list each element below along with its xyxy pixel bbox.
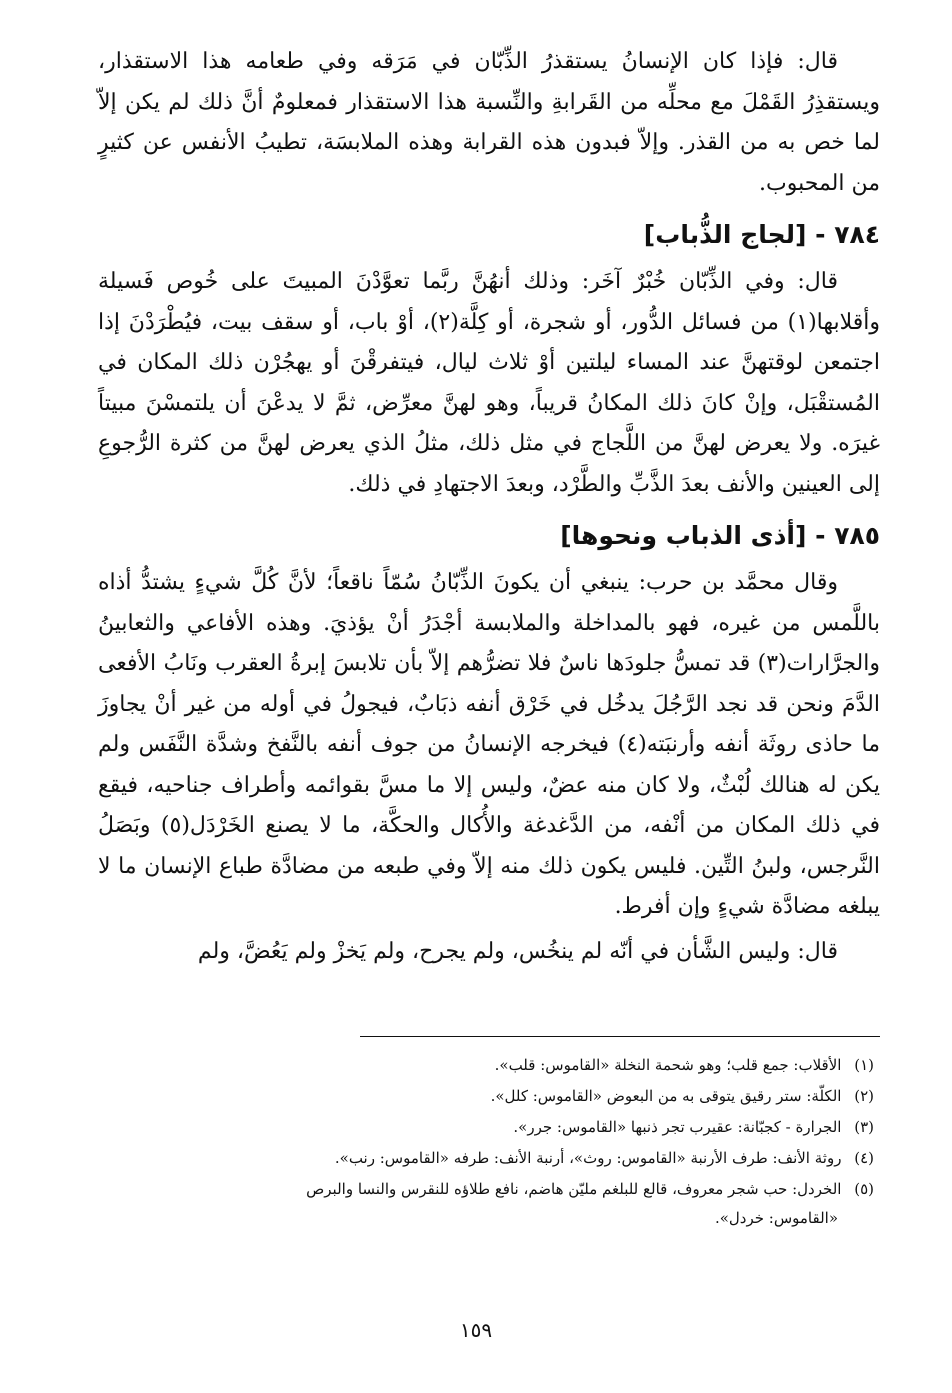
footnote-number: (٥) [854, 1180, 874, 1198]
footnote-2 [98, 1081, 874, 1112]
paragraph-1: قال: فإذا كان الإنسانُ يستقذرُ الذِّبّان في مَرَقه وفي طعامه هذا الاستقذار، ويستقذِرُ القَمْلَ مع محلِّه من القَرابةِ والنِّسبة هذا الاستقذار فمعلومٌ أنَّ ذلك لم يكن إلاّ لما خص به من القذر. وإلاّ فبدون هذه القرابة وهذه الملابسَة، تطيبُ الأنفس عن كثيرٍ من المحبوب. [98, 49, 880, 196]
section-heading-784: ٧٨٤ - [لجاج الذُّباب] [643, 220, 880, 249]
footnote-number: (٤) [854, 1149, 874, 1167]
footnote-number: (١) [854, 1056, 874, 1074]
paragraph-2: قال: وفي الذِّبّان خُبْرٌ آخَر: وذلك أنهُنَّ ربَّما تعوَّدْنَ المبيتَ على خُوص فَسيلة وأقلابها(١) من فسائل الدُّور، أو شجرة، أو كِلَّة(٢)، أوْ باب، أو سقف بيت، فيُطْرَدْنَ إذا اجتمعن لوقتهنَّ عند المساء ليلتين أوْ ثلاث ليال، فيتفرقْنَ أو يهجُرْن ذلك المكان في المُستقْبَل، وإنْ كانَ ذلك المكانُ قريباً، وهو لهنَّ معرِّض، ثمَّ لا يدعْنَ أن يلتمسْنَ مبيتاً غيرَه. ولا يعرض لهنَّ من اللَّجاج في مثل ذلك، مثلُ الذي يعرض لهنَّ من كثرة الرُّجوعِ إلى العينين والأنف بعدَ الذَّبِّ والطَّرْد، وبعدَ الاجتهادِ في ذلك. [98, 269, 880, 497]
footnote-3 [98, 1112, 874, 1143]
footnote-text: الجرارة - كجبّانة: عقيرب تجر ذنبها «القاموس: جرر». [513, 1118, 842, 1136]
footnote-number: (٣) [854, 1118, 874, 1136]
footnote-5 [98, 1174, 874, 1231]
paragraph-3: وقال محمَّد بن حرب: ينبغي أن يكونَ الذِّبّانُ سُمّاً ناقعاً؛ لأنَّ كُلَّ شيءٍ يشتدُّ أذاه باللَّمس من غيره، فهو بالمداخلة والملابسة أجْدَرُ أنْ يؤذيَ. وهذه الأفاعي والثعابينُ والجرَّارات(٣) قد تمسُّ جلودَها ناسٌ فلا تضرُّهم إلاّ بأن تلابسَ إبرةُ العقرب ونَابُ الأفعى الدَّمَ ونحن قد نجد الرَّجُلَ يدخُل في خَرْق أنفه ذبَابٌ، فيجولُ في أوله من غير أنْ يجاوزَ ما حاذى روثَة أنفه وأرنبَته(٤) فيخرجه الإنسانُ من جوف أنفه بالنَّفخ وشدَّة النَّفَس ولم يكن له هنالك لُبْثٌ، ولا كان منه عضٌ، وليس إلا ما مسَّ بقوائمه وأطراف جناحيه، فيقع في ذلك المكان من أنْفه، من الدَّغدغة والأُكال والحكَّة، ما لا يصنع الخَرْدَل(٥) وبَصَلُ النَّرجس، ولبنُ التِّين. فليس يكون ذلك منه إلاّ وفي طبعه من مضادَّة طباع الإنسان ما لا يبلغه مضادَّة شيءٍ وإن أفرط. [98, 570, 880, 919]
footnote-text: الأقلاب: جمع قلب؛ وهو شحمة النخلة «القاموس: قلب». [494, 1056, 842, 1074]
footnotes [98, 1050, 874, 1231]
footnote-number: (٢) [854, 1087, 874, 1105]
footnote-divider [360, 1036, 880, 1037]
footnote-continuation: «القاموس: خردل». [714, 1209, 838, 1227]
footnote-1 [98, 1050, 874, 1081]
footnote-text: الكلّة: ستر رقيق يتوقى به من البعوض «القاموس: كلل». [490, 1087, 842, 1105]
footnote-text: روثة الأنف: طرف الأرنبة «القاموس: روث»، أرنبة الأنف: طرفه «القاموس: رنب». [334, 1149, 842, 1167]
paragraph-4: قال: وليس الشَّأن في أنّه لم ينخُس، ولم يجرح، ولم يَخزْ ولم يَعُضَّ، ولم [197, 938, 838, 964]
section-heading-785: ٧٨٥ - [أذى الذباب ونحوها] [560, 521, 880, 550]
main-text [98, 42, 880, 972]
footnote-4 [98, 1143, 874, 1174]
footnote-text: الخردل: حب شجر معروف، قالع للبلغم مليّن هاضم، نافع طلاؤه للنقرس والنسا والبرص [306, 1180, 842, 1198]
page-number: ١٥٩ [459, 1318, 493, 1342]
